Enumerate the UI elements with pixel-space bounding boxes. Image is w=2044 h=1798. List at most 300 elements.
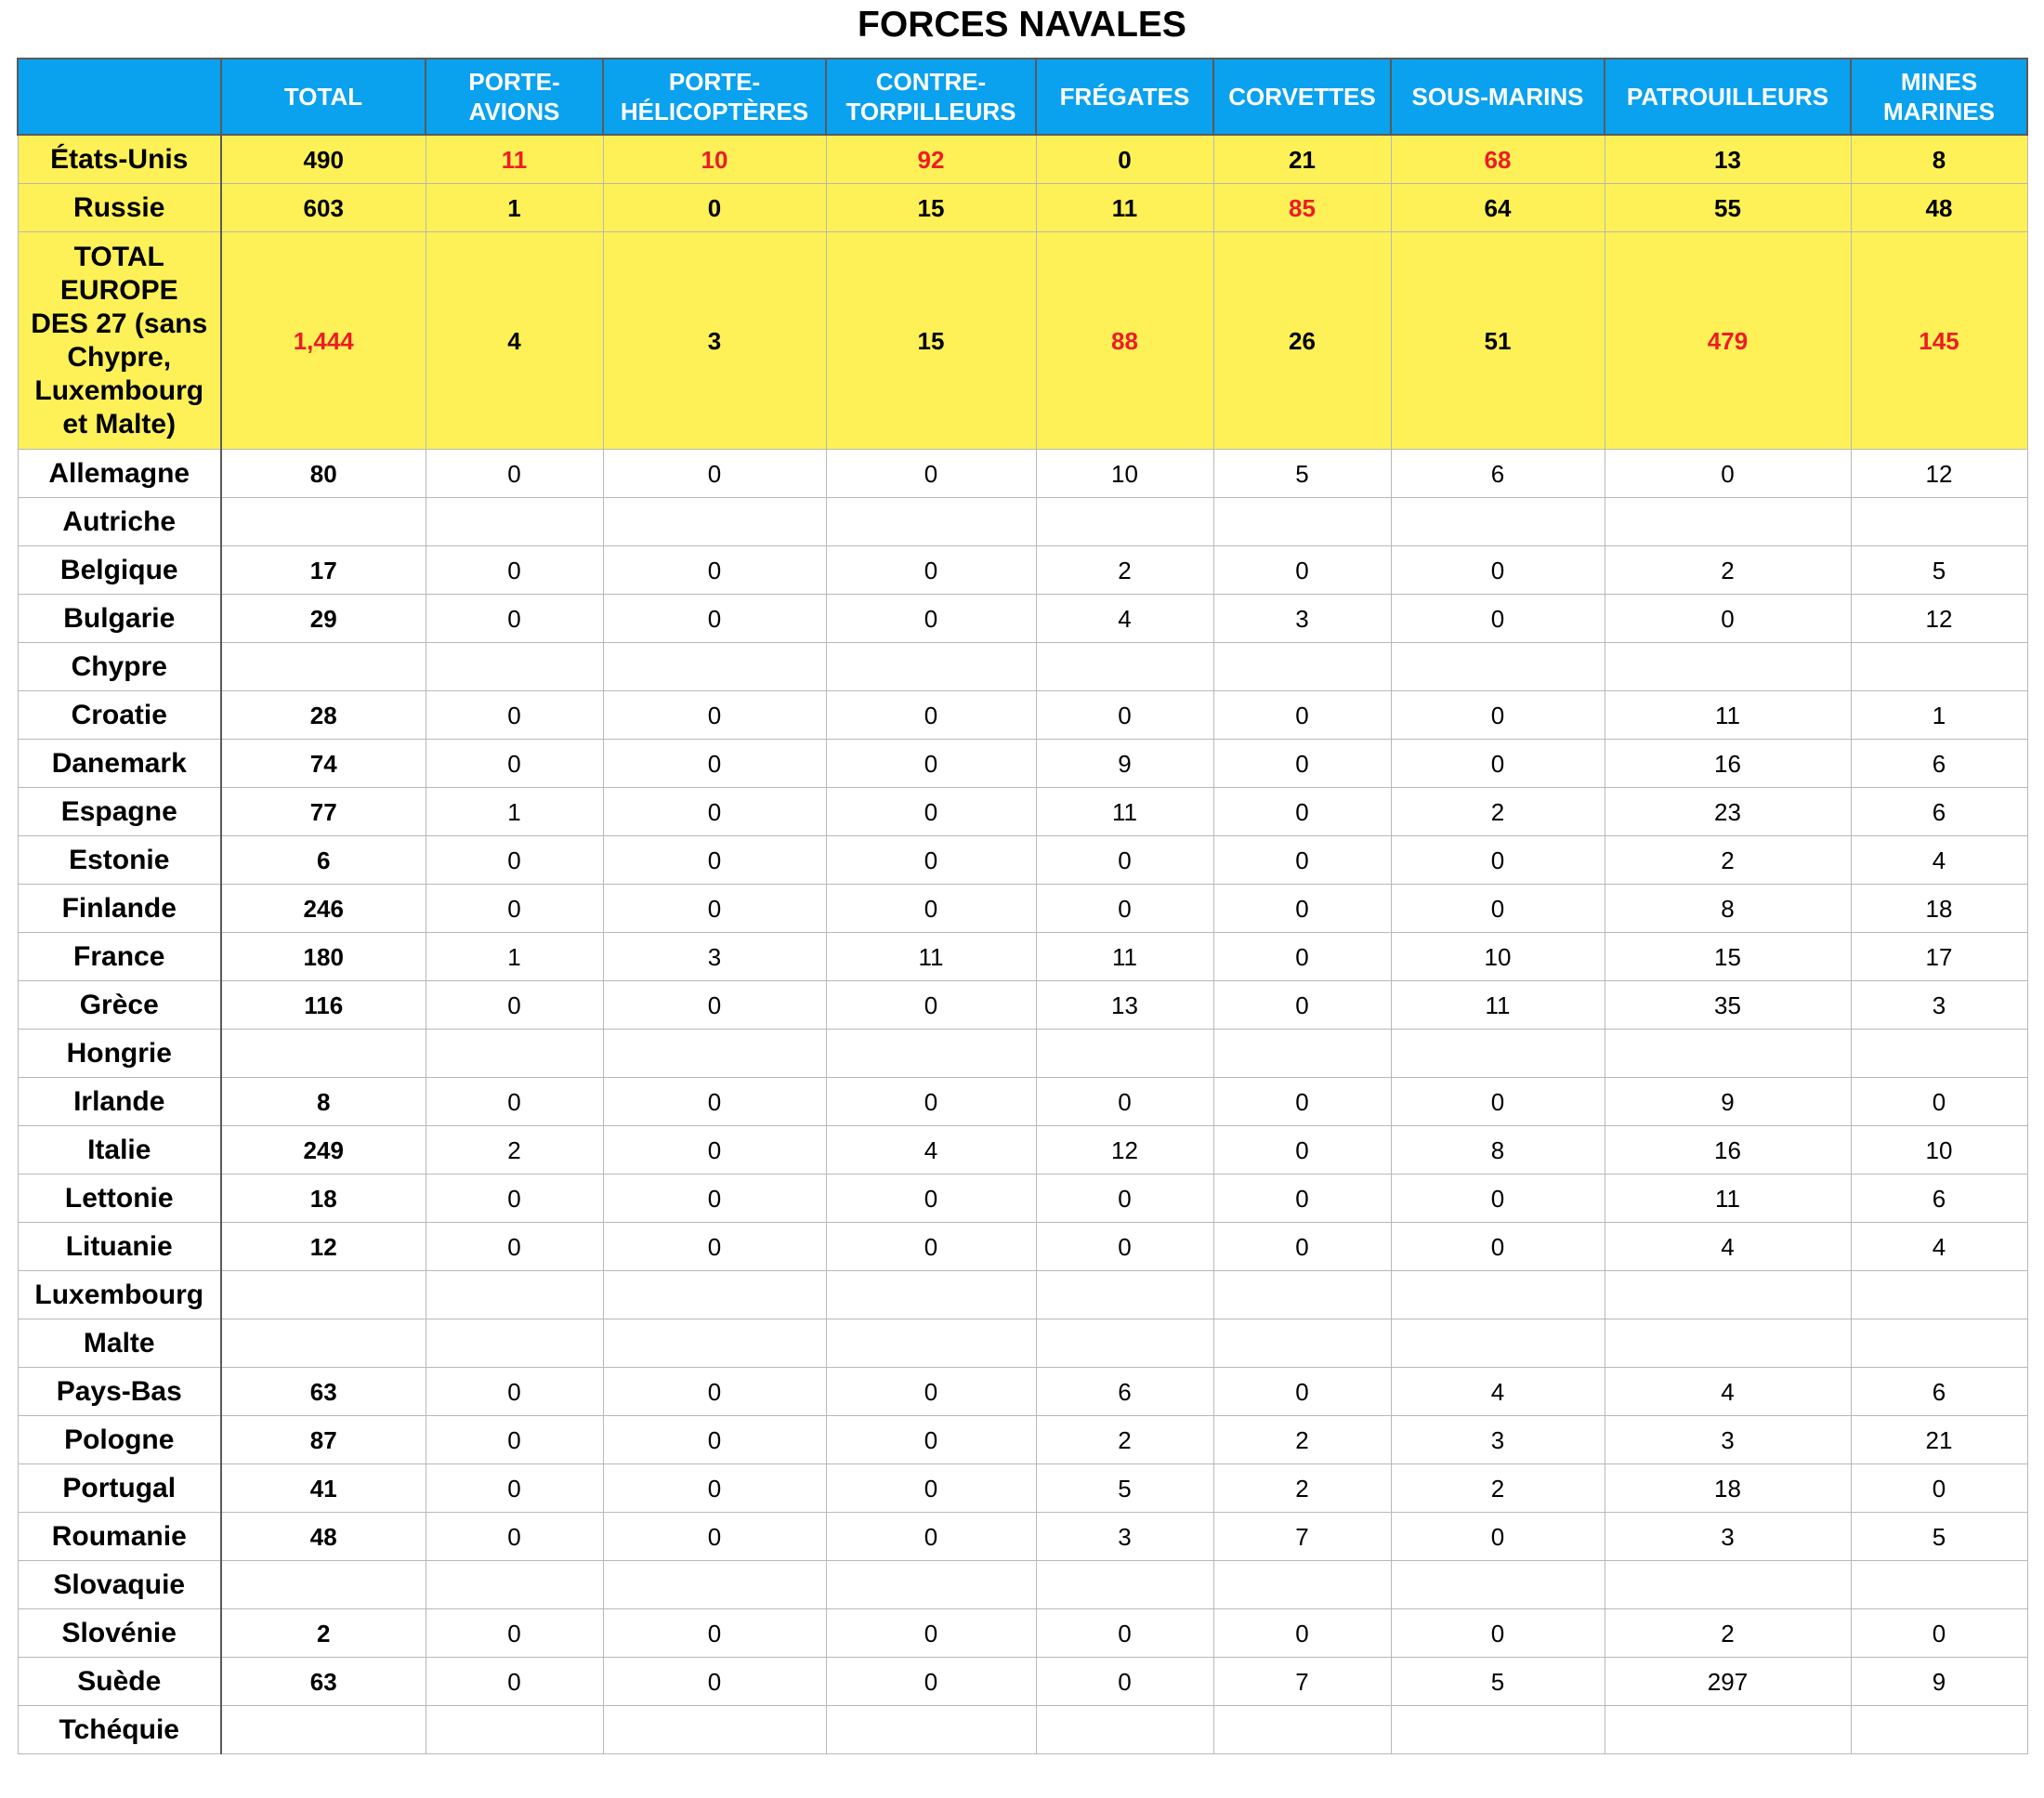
value-cell-porte-helicopteres: 3 xyxy=(603,232,826,450)
row-label xyxy=(18,498,221,546)
row-label-line: Lituanie xyxy=(65,1230,173,1262)
value-cell-fregates xyxy=(1036,1271,1213,1319)
value-cell-contre-torpilleurs xyxy=(826,1561,1036,1609)
row-label xyxy=(18,546,221,595)
value-cell-patrouilleurs xyxy=(1605,498,1851,546)
row-label-line: Tchéquie xyxy=(59,1713,179,1745)
value-cell-patrouilleurs xyxy=(1605,643,1851,691)
value-cell-total xyxy=(221,1561,426,1609)
value-cell-porte-avions: 2 xyxy=(426,1126,603,1175)
table-row-finlande xyxy=(18,885,2027,933)
value-cell-sous-marins xyxy=(1391,1706,1605,1754)
value-cell-total xyxy=(221,643,426,691)
value-cell-corvettes: 0 xyxy=(1213,546,1391,595)
value-cell-porte-helicopteres: 0 xyxy=(603,740,826,788)
row-label-line: Grèce xyxy=(79,989,159,1020)
row-label-line: Roumanie xyxy=(51,1520,187,1552)
value-cell-fregates: 0 xyxy=(1036,1223,1213,1271)
value-cell-total: 41 xyxy=(221,1464,426,1513)
row-label-line: Italie xyxy=(87,1134,151,1165)
value-cell-sous-marins: 51 xyxy=(1391,232,1605,450)
column-header-line: CORVETTES xyxy=(1228,83,1376,111)
value-cell-patrouilleurs: 3 xyxy=(1605,1513,1851,1561)
table-row-roumanie xyxy=(18,1513,2027,1561)
value-cell-corvettes xyxy=(1213,1030,1391,1078)
value-cell-total: 87 xyxy=(221,1416,426,1464)
column-header-fregates xyxy=(1036,59,1213,135)
value-cell-fregates: 11 xyxy=(1036,184,1213,232)
value-cell-contre-torpilleurs xyxy=(826,1030,1036,1078)
value-cell-contre-torpilleurs: 15 xyxy=(826,184,1036,232)
row-label xyxy=(18,788,221,836)
value-cell-patrouilleurs: 11 xyxy=(1605,691,1851,740)
table-row-pologne xyxy=(18,1416,2027,1464)
value-cell-porte-avions: 0 xyxy=(426,546,603,595)
row-label xyxy=(18,1030,221,1078)
value-cell-total: 12 xyxy=(221,1223,426,1271)
value-cell-fregates: 0 xyxy=(1036,691,1213,740)
value-cell-corvettes xyxy=(1213,643,1391,691)
value-cell-patrouilleurs: 15 xyxy=(1605,933,1851,981)
row-label-line: États-Unis xyxy=(50,143,189,175)
row-label xyxy=(18,1609,221,1658)
table-row-bulgarie xyxy=(18,595,2027,643)
row-label xyxy=(18,1319,221,1368)
table-body xyxy=(18,135,2027,1754)
value-cell-porte-helicopteres: 0 xyxy=(603,981,826,1030)
value-cell-contre-torpilleurs: 0 xyxy=(826,1609,1036,1658)
column-header-line: HÉLICOPTÈRES xyxy=(620,98,809,125)
value-cell-mines-marines: 5 xyxy=(1851,1513,2027,1561)
value-cell-fregates: 4 xyxy=(1036,595,1213,643)
value-cell-porte-avions xyxy=(426,643,603,691)
table-row-hongrie xyxy=(18,1030,2027,1078)
row-label xyxy=(18,1368,221,1416)
value-cell-total: 6 xyxy=(221,836,426,885)
value-cell-porte-helicopteres: 0 xyxy=(603,836,826,885)
row-label-line: Pologne xyxy=(64,1424,175,1455)
table-row-chypre xyxy=(18,643,2027,691)
value-cell-fregates xyxy=(1036,498,1213,546)
value-cell-contre-torpilleurs: 0 xyxy=(826,1416,1036,1464)
row-label-line: Irlande xyxy=(73,1085,165,1117)
table-row-danemark xyxy=(18,740,2027,788)
value-cell-contre-torpilleurs: 0 xyxy=(826,788,1036,836)
value-cell-corvettes: 0 xyxy=(1213,1368,1391,1416)
value-cell-sous-marins: 3 xyxy=(1391,1416,1605,1464)
value-cell-sous-marins: 0 xyxy=(1391,1513,1605,1561)
value-cell-patrouilleurs xyxy=(1605,1271,1851,1319)
value-cell-porte-avions: 0 xyxy=(426,691,603,740)
value-cell-fregates: 6 xyxy=(1036,1368,1213,1416)
value-cell-mines-marines xyxy=(1851,1706,2027,1754)
row-label-line: Autriche xyxy=(62,505,177,537)
value-cell-mines-marines: 1 xyxy=(1851,691,2027,740)
value-cell-corvettes: 7 xyxy=(1213,1658,1391,1706)
row-label xyxy=(18,1658,221,1706)
value-cell-total xyxy=(221,1030,426,1078)
value-cell-porte-helicopteres: 0 xyxy=(603,1416,826,1464)
value-cell-corvettes: 0 xyxy=(1213,981,1391,1030)
value-cell-corvettes: 0 xyxy=(1213,1609,1391,1658)
value-cell-corvettes: 85 xyxy=(1213,184,1391,232)
value-cell-corvettes: 0 xyxy=(1213,691,1391,740)
table-row-irlande xyxy=(18,1078,2027,1126)
value-cell-total: 180 xyxy=(221,933,426,981)
value-cell-fregates: 0 xyxy=(1036,1078,1213,1126)
value-cell-porte-helicopteres: 0 xyxy=(603,450,826,498)
value-cell-porte-helicopteres: 0 xyxy=(603,1078,826,1126)
value-cell-fregates: 88 xyxy=(1036,232,1213,450)
value-cell-porte-avions: 4 xyxy=(426,232,603,450)
value-cell-mines-marines xyxy=(1851,643,2027,691)
value-cell-sous-marins: 10 xyxy=(1391,933,1605,981)
value-cell-patrouilleurs xyxy=(1605,1030,1851,1078)
row-label xyxy=(18,691,221,740)
row-label xyxy=(18,1416,221,1464)
value-cell-porte-helicopteres xyxy=(603,1319,826,1368)
value-cell-corvettes: 0 xyxy=(1213,740,1391,788)
row-label xyxy=(18,1126,221,1175)
value-cell-sous-marins xyxy=(1391,1319,1605,1368)
value-cell-patrouilleurs: 3 xyxy=(1605,1416,1851,1464)
value-cell-mines-marines: 3 xyxy=(1851,981,2027,1030)
value-cell-contre-torpilleurs: 0 xyxy=(826,691,1036,740)
value-cell-porte-helicopteres: 0 xyxy=(603,1609,826,1658)
value-cell-corvettes: 5 xyxy=(1213,450,1391,498)
value-cell-total xyxy=(221,1271,426,1319)
value-cell-corvettes: 0 xyxy=(1213,788,1391,836)
value-cell-porte-helicopteres: 0 xyxy=(603,546,826,595)
row-label xyxy=(18,1561,221,1609)
table-row-italie xyxy=(18,1126,2027,1175)
column-header-corvettes xyxy=(1213,59,1391,135)
row-label-line: Suède xyxy=(77,1665,162,1697)
value-cell-mines-marines xyxy=(1851,1271,2027,1319)
value-cell-total: 48 xyxy=(221,1513,426,1561)
value-cell-sous-marins: 0 xyxy=(1391,1078,1605,1126)
value-cell-contre-torpilleurs: 4 xyxy=(826,1126,1036,1175)
row-label xyxy=(18,1513,221,1561)
value-cell-mines-marines xyxy=(1851,1030,2027,1078)
value-cell-porte-avions xyxy=(426,1030,603,1078)
value-cell-contre-torpilleurs: 92 xyxy=(826,135,1036,184)
value-cell-porte-avions xyxy=(426,1271,603,1319)
value-cell-porte-helicopteres: 0 xyxy=(603,1464,826,1513)
value-cell-sous-marins: 4 xyxy=(1391,1368,1605,1416)
value-cell-porte-helicopteres: 0 xyxy=(603,1513,826,1561)
value-cell-contre-torpilleurs: 0 xyxy=(826,836,1036,885)
value-cell-sous-marins: 0 xyxy=(1391,595,1605,643)
value-cell-corvettes: 0 xyxy=(1213,1078,1391,1126)
value-cell-fregates: 10 xyxy=(1036,450,1213,498)
value-cell-total: 29 xyxy=(221,595,426,643)
table-row-russie xyxy=(18,184,2027,232)
row-label-line: Espagne xyxy=(60,795,177,827)
row-label xyxy=(18,643,221,691)
table-header xyxy=(18,59,2027,135)
table-row-etats-unis xyxy=(18,135,2027,184)
value-cell-porte-avions: 0 xyxy=(426,1513,603,1561)
value-cell-patrouilleurs: 23 xyxy=(1605,788,1851,836)
value-cell-sous-marins: 0 xyxy=(1391,836,1605,885)
row-label-line: Danemark xyxy=(51,747,187,779)
column-header-mines-marines xyxy=(1851,59,2027,135)
value-cell-total: 63 xyxy=(221,1658,426,1706)
value-cell-fregates: 0 xyxy=(1036,1658,1213,1706)
column-header-line: TOTAL xyxy=(283,83,363,111)
table-row-lettonie xyxy=(18,1175,2027,1223)
row-label xyxy=(18,981,221,1030)
value-cell-total: 80 xyxy=(221,450,426,498)
row-label-line: EUROPE xyxy=(59,274,178,306)
value-cell-porte-helicopteres: 10 xyxy=(603,135,826,184)
value-cell-mines-marines: 6 xyxy=(1851,1175,2027,1223)
value-cell-sous-marins: 0 xyxy=(1391,1609,1605,1658)
value-cell-porte-helicopteres: 0 xyxy=(603,691,826,740)
value-cell-porte-avions xyxy=(426,1319,603,1368)
value-cell-contre-torpilleurs: 0 xyxy=(826,450,1036,498)
value-cell-patrouilleurs: 2 xyxy=(1605,836,1851,885)
row-label-line: DES 27 (sans xyxy=(31,308,208,339)
value-cell-porte-avions: 0 xyxy=(426,595,603,643)
row-label xyxy=(18,1223,221,1271)
table-row-tchequie xyxy=(18,1706,2027,1754)
value-cell-mines-marines: 0 xyxy=(1851,1078,2027,1126)
value-cell-total: 18 xyxy=(221,1175,426,1223)
value-cell-contre-torpilleurs: 0 xyxy=(826,1223,1036,1271)
value-cell-sous-marins: 0 xyxy=(1391,691,1605,740)
row-label-line: Finlande xyxy=(61,892,177,924)
value-cell-porte-avions: 0 xyxy=(426,740,603,788)
value-cell-patrouilleurs: 9 xyxy=(1605,1078,1851,1126)
row-label-line: Slovénie xyxy=(61,1617,177,1648)
row-label-line: TOTAL xyxy=(73,241,164,272)
value-cell-porte-helicopteres xyxy=(603,1561,826,1609)
value-cell-sous-marins: 0 xyxy=(1391,546,1605,595)
value-cell-porte-helicopteres xyxy=(603,1271,826,1319)
value-cell-total: 28 xyxy=(221,691,426,740)
row-label xyxy=(18,184,221,232)
table-row-france xyxy=(18,933,2027,981)
row-label-line: Allemagne xyxy=(48,457,190,489)
value-cell-contre-torpilleurs: 0 xyxy=(826,1464,1036,1513)
value-cell-total: 1,444 xyxy=(221,232,426,450)
value-cell-contre-torpilleurs: 0 xyxy=(826,740,1036,788)
value-cell-corvettes: 0 xyxy=(1213,933,1391,981)
value-cell-total: 8 xyxy=(221,1078,426,1126)
value-cell-corvettes: 2 xyxy=(1213,1464,1391,1513)
value-cell-sous-marins: 0 xyxy=(1391,1175,1605,1223)
value-cell-mines-marines: 0 xyxy=(1851,1464,2027,1513)
value-cell-patrouilleurs: 0 xyxy=(1605,595,1851,643)
value-cell-total: 77 xyxy=(221,788,426,836)
value-cell-porte-avions: 0 xyxy=(426,1609,603,1658)
value-cell-contre-torpilleurs: 0 xyxy=(826,1513,1036,1561)
row-label-line: Russie xyxy=(73,191,165,223)
value-cell-mines-marines: 48 xyxy=(1851,184,2027,232)
value-cell-mines-marines xyxy=(1851,1319,2027,1368)
row-label-line: Belgique xyxy=(59,554,178,585)
value-cell-mines-marines: 21 xyxy=(1851,1416,2027,1464)
row-label-line: Malte xyxy=(83,1327,155,1358)
value-cell-fregates: 0 xyxy=(1036,836,1213,885)
value-cell-patrouilleurs: 297 xyxy=(1605,1658,1851,1706)
value-cell-patrouilleurs: 0 xyxy=(1605,450,1851,498)
row-label-line: Luxembourg xyxy=(34,1279,204,1310)
value-cell-contre-torpilleurs: 0 xyxy=(826,1078,1036,1126)
value-cell-total xyxy=(221,1706,426,1754)
value-cell-porte-avions xyxy=(426,1706,603,1754)
value-cell-porte-avions: 1 xyxy=(426,184,603,232)
value-cell-fregates xyxy=(1036,643,1213,691)
value-cell-contre-torpilleurs: 0 xyxy=(826,885,1036,933)
value-cell-porte-avions xyxy=(426,498,603,546)
value-cell-sous-marins: 8 xyxy=(1391,1126,1605,1175)
value-cell-fregates: 13 xyxy=(1036,981,1213,1030)
value-cell-mines-marines: 4 xyxy=(1851,1223,2027,1271)
value-cell-patrouilleurs: 35 xyxy=(1605,981,1851,1030)
value-cell-contre-torpilleurs xyxy=(826,498,1036,546)
header-corner-cell xyxy=(18,59,221,135)
value-cell-porte-helicopteres: 0 xyxy=(603,1175,826,1223)
value-cell-porte-helicopteres: 3 xyxy=(603,933,826,981)
value-cell-sous-marins: 64 xyxy=(1391,184,1605,232)
value-cell-patrouilleurs: 479 xyxy=(1605,232,1851,450)
value-cell-porte-helicopteres: 0 xyxy=(603,595,826,643)
value-cell-mines-marines: 0 xyxy=(1851,1609,2027,1658)
value-cell-sous-marins xyxy=(1391,1271,1605,1319)
value-cell-porte-helicopteres: 0 xyxy=(603,788,826,836)
value-cell-contre-torpilleurs: 0 xyxy=(826,1368,1036,1416)
value-cell-corvettes: 0 xyxy=(1213,1175,1391,1223)
value-cell-patrouilleurs: 8 xyxy=(1605,885,1851,933)
value-cell-fregates: 12 xyxy=(1036,1126,1213,1175)
table-row-portugal xyxy=(18,1464,2027,1513)
row-label xyxy=(18,836,221,885)
row-label xyxy=(18,1078,221,1126)
value-cell-mines-marines: 10 xyxy=(1851,1126,2027,1175)
value-cell-mines-marines xyxy=(1851,498,2027,546)
row-label xyxy=(18,1175,221,1223)
value-cell-fregates: 9 xyxy=(1036,740,1213,788)
value-cell-corvettes: 21 xyxy=(1213,135,1391,184)
table-row-lituanie xyxy=(18,1223,2027,1271)
table-row-suede xyxy=(18,1658,2027,1706)
table-title: FORCES NAVALES xyxy=(858,5,1186,45)
value-cell-fregates: 11 xyxy=(1036,788,1213,836)
value-cell-porte-helicopteres: 0 xyxy=(603,1223,826,1271)
value-cell-total: 246 xyxy=(221,885,426,933)
row-label-line: Croatie xyxy=(71,699,167,730)
value-cell-mines-marines: 5 xyxy=(1851,546,2027,595)
column-header-contre-torpilleurs xyxy=(826,59,1036,135)
value-cell-sous-marins: 0 xyxy=(1391,885,1605,933)
value-cell-sous-marins xyxy=(1391,1561,1605,1609)
column-header-line: AVIONS xyxy=(468,98,560,125)
value-cell-total: 249 xyxy=(221,1126,426,1175)
value-cell-corvettes: 0 xyxy=(1213,836,1391,885)
value-cell-mines-marines: 12 xyxy=(1851,450,2027,498)
value-cell-total: 63 xyxy=(221,1368,426,1416)
column-header-patrouilleurs xyxy=(1605,59,1851,135)
value-cell-patrouilleurs: 16 xyxy=(1605,740,1851,788)
table-row-allemagne xyxy=(18,450,2027,498)
value-cell-sous-marins: 68 xyxy=(1391,135,1605,184)
value-cell-contre-torpilleurs: 0 xyxy=(826,595,1036,643)
value-cell-sous-marins: 5 xyxy=(1391,1658,1605,1706)
value-cell-fregates xyxy=(1036,1319,1213,1368)
value-cell-mines-marines: 145 xyxy=(1851,232,2027,450)
value-cell-fregates: 0 xyxy=(1036,885,1213,933)
value-cell-contre-torpilleurs xyxy=(826,1706,1036,1754)
value-cell-porte-avions: 0 xyxy=(426,1658,603,1706)
value-cell-fregates: 0 xyxy=(1036,1609,1213,1658)
value-cell-porte-avions: 0 xyxy=(426,1464,603,1513)
value-cell-mines-marines: 4 xyxy=(1851,836,2027,885)
value-cell-porte-avions: 0 xyxy=(426,1416,603,1464)
value-cell-patrouilleurs: 2 xyxy=(1605,1609,1851,1658)
value-cell-total: 603 xyxy=(221,184,426,232)
value-cell-porte-helicopteres: 0 xyxy=(603,1658,826,1706)
table-row-espagne xyxy=(18,788,2027,836)
column-header-porte-avions xyxy=(426,59,603,135)
value-cell-corvettes: 26 xyxy=(1213,232,1391,450)
table-row-malte xyxy=(18,1319,2027,1368)
value-cell-contre-torpilleurs xyxy=(826,643,1036,691)
value-cell-total: 2 xyxy=(221,1609,426,1658)
value-cell-fregates xyxy=(1036,1030,1213,1078)
row-label-line: Chypre xyxy=(71,650,167,682)
row-label xyxy=(18,450,221,498)
value-cell-fregates: 2 xyxy=(1036,1416,1213,1464)
table-row-slovenie xyxy=(18,1609,2027,1658)
value-cell-fregates: 2 xyxy=(1036,546,1213,595)
value-cell-mines-marines: 6 xyxy=(1851,788,2027,836)
value-cell-contre-torpilleurs: 0 xyxy=(826,1658,1036,1706)
value-cell-fregates: 0 xyxy=(1036,1175,1213,1223)
value-cell-porte-helicopteres: 0 xyxy=(603,885,826,933)
row-label-line: et Malte) xyxy=(62,408,177,440)
value-cell-total: 17 xyxy=(221,546,426,595)
value-cell-patrouilleurs xyxy=(1605,1561,1851,1609)
row-label-line: France xyxy=(73,940,165,972)
table-row-croatie xyxy=(18,691,2027,740)
value-cell-mines-marines xyxy=(1851,1561,2027,1609)
column-header-line: SOUS-MARINS xyxy=(1411,83,1584,111)
value-cell-sous-marins xyxy=(1391,1030,1605,1078)
header-row xyxy=(18,59,2027,135)
value-cell-contre-torpilleurs: 15 xyxy=(826,232,1036,450)
value-cell-contre-torpilleurs xyxy=(826,1271,1036,1319)
column-header-line: MINES xyxy=(1900,68,1978,96)
table-row-estonie xyxy=(18,836,2027,885)
value-cell-total: 74 xyxy=(221,740,426,788)
table-row-luxembourg xyxy=(18,1271,2027,1319)
column-header-total xyxy=(221,59,426,135)
row-label xyxy=(18,740,221,788)
value-cell-corvettes xyxy=(1213,1706,1391,1754)
value-cell-contre-torpilleurs xyxy=(826,1319,1036,1368)
table-row-belgique xyxy=(18,546,2027,595)
row-label-line: Hongrie xyxy=(66,1037,172,1069)
value-cell-sous-marins: 11 xyxy=(1391,981,1605,1030)
row-label-line: Pays-Bas xyxy=(56,1375,182,1407)
row-label xyxy=(18,933,221,981)
row-label-line: Chypre, xyxy=(67,341,172,373)
value-cell-corvettes: 7 xyxy=(1213,1513,1391,1561)
row-label-line: Luxembourg xyxy=(34,374,204,406)
